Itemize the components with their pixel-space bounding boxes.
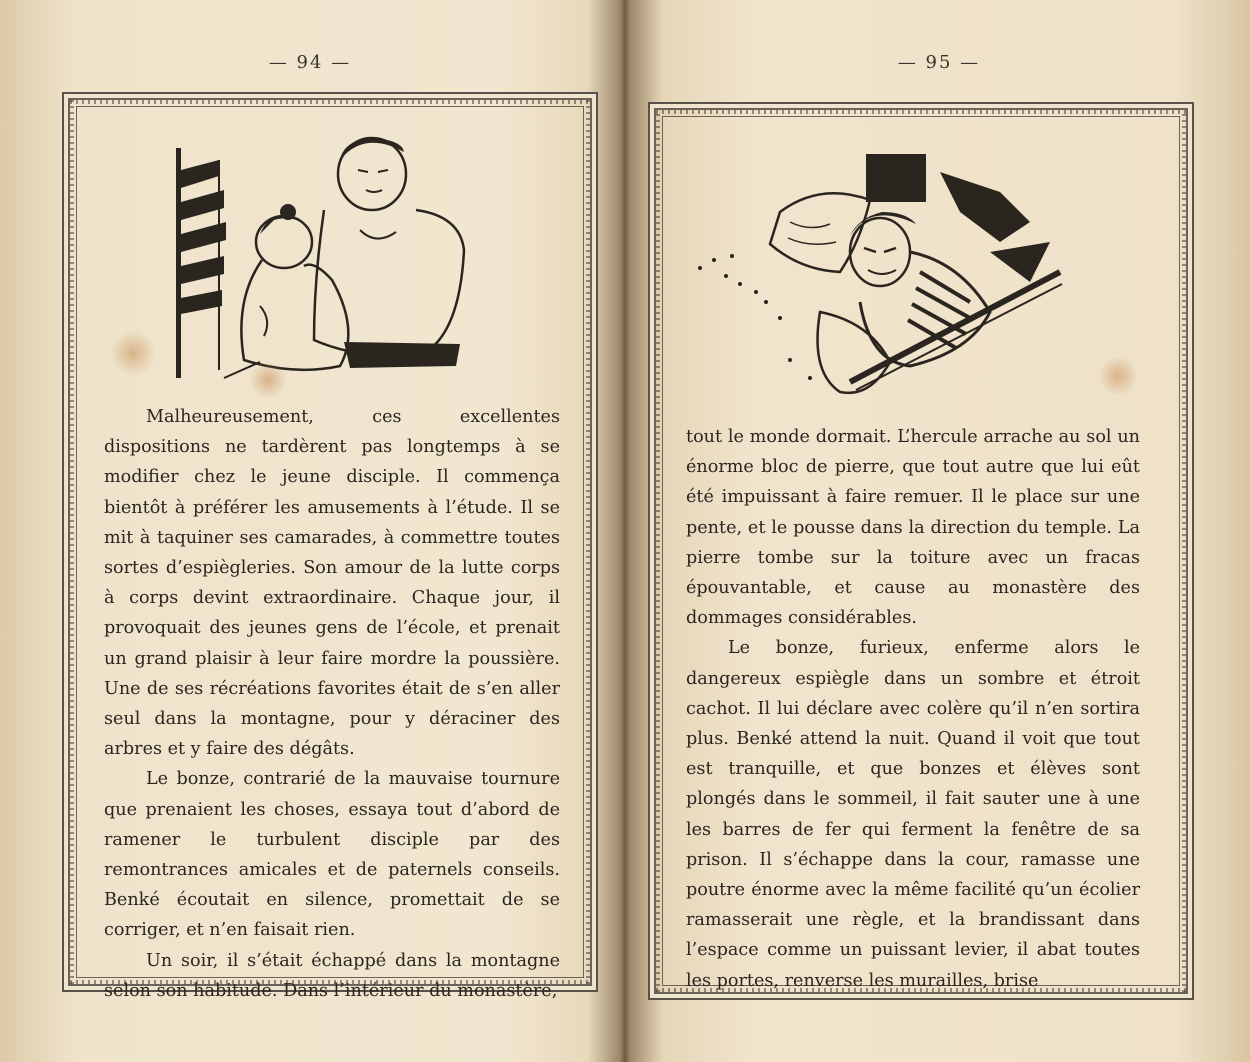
text-block-left — [104, 402, 560, 1006]
decorative-frame-right — [648, 102, 1194, 1000]
paragraph: Le bonze, contrarié de la mauvaise tournure que prenaient les choses, essaya tout d’abord de ramener le turbulent disciple par des remontrances amicales et de paternels conseils. Benké écoutait en silence, promettait de se corriger, et n’en faisait rien. — [104, 769, 560, 941]
paragraph: Le bonze, furieux, enferme alors le dangereux espiègle dans un sombre et étroit cachot. Il lui déclare avec colère qu’il n’en sortira plus. Benké attend la nuit. Quand il voit que tout est tranquille, et que bonzes et élèves sont plongés dans le sommeil, il fait sauter une à une les barres de fer qui ferment la fenêtre de sa prison. Il s’échappe dans la cour, ramasse une poutre énorme avec la même facilité qu’un écolier ramasserait une règle, et la brandissant dans l’espace comme un puissant levier, il abat toutes les portes, renverse les murailles, brise — [686, 638, 1140, 991]
page-number-left: — 94 — — [268, 52, 352, 73]
paragraph: tout le monde dormait. L’hercule arrache au sol un énorme bloc de pierre, que tout autre que lui eût été impuissant à faire remuer. Il le place sur une pente, et le pousse dans la direction du temple. La pierre tombe sur la toiture avec un fracas épouvantable, et cause au monastère des dommages considérables. — [686, 427, 1140, 629]
paper-stain — [110, 330, 156, 376]
right-page — [628, 0, 1250, 1062]
wrestling-illustration — [164, 130, 484, 380]
left-page — [0, 0, 620, 1062]
warrior-illustration — [670, 152, 1070, 402]
page-number-right: — 95 — — [897, 52, 981, 73]
paper-stain — [248, 362, 288, 398]
text-block-right — [686, 422, 1140, 996]
paragraph: Un soir, il s’était échappé dans la montagne selon son habitude. Dans l’intérieur du monastère, — [104, 950, 560, 1001]
paper-stain — [1098, 356, 1138, 396]
paragraph: Malheureusement, ces excellentes dispositions ne tardèrent pas longtemps à se modifier chez le jeune disciple. Il commença bientôt à préférer les amusements à l’étude. Il se mit à taquiner ses camarades, à commettre toutes sortes d’espiègleries. Son amour de la lutte corps à corps devint extraordinaire. Chaque jour, il provoquait des jeunes gens de l’école, et prenait un grand plaisir à leur faire mordre la poussière. Une de ses récréations favorites était de s’en aller seul dans la montagne, pour y déraciner des arbres et y faire des dégâts. — [104, 407, 560, 760]
decorative-frame-left — [62, 92, 598, 1001]
